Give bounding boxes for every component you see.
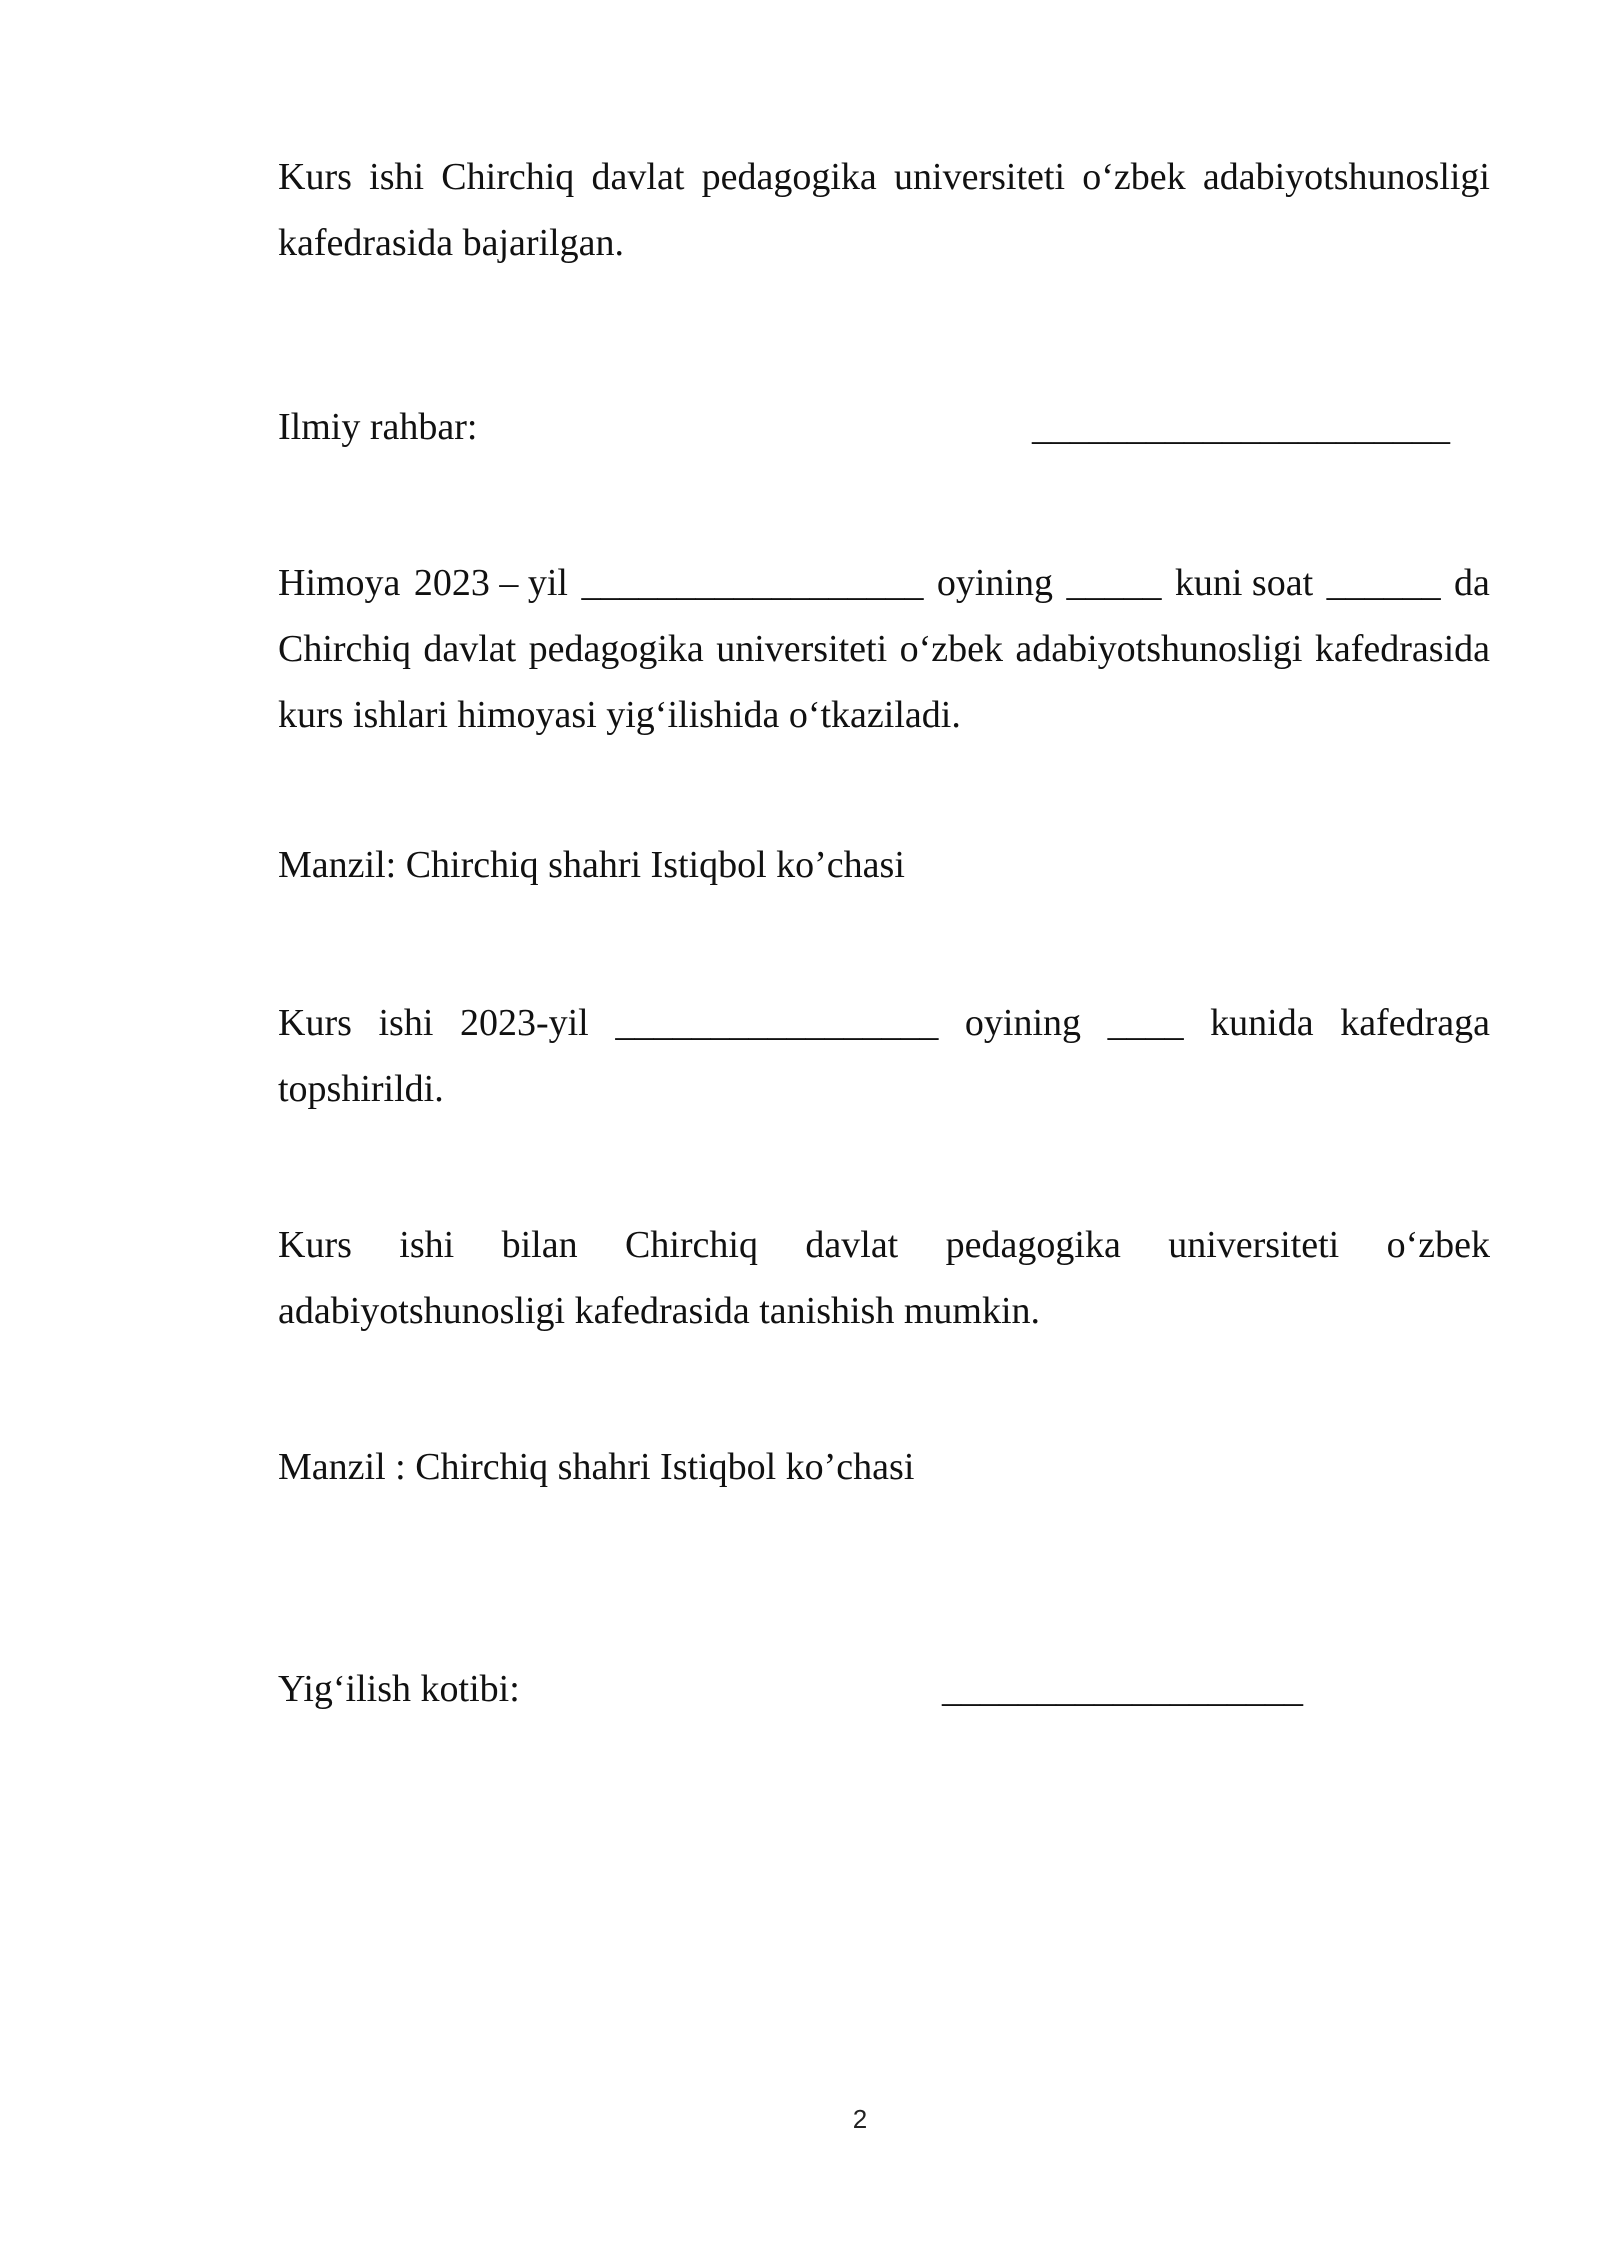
paragraph-familiarize [278,1212,1490,1344]
defense-word: da [1454,562,1490,604]
address-line: Manzil: Chirchiq shahri Istiqbol ko’chasi [278,844,905,886]
familiarize-line-1 [278,1212,1490,1278]
submission-year: 2023-yil [459,1002,589,1044]
paragraph-line: topshirildi. [278,1068,444,1110]
submission-word: Kurs [278,1002,352,1044]
page-number: 2 [852,2104,868,2134]
familiarize-word: davlat [805,1224,899,1266]
supervisor-signature-line: ______________________ [1032,406,1450,448]
paragraph-line: adabiyotshunosligi kafedrasida tanishish mumkin. [278,1290,1041,1332]
paragraph-line: Chirchiq davlat pedagogika universiteti o‘zbek adabiyotshunosligi kafedrasida [278,628,1490,670]
address-line: Manzil : Chirchiq shahri Istiqbol ko’chasi [278,1446,915,1488]
secretary-signature-line: ___________________ [942,1668,1303,1710]
submission-word: oyining [964,1002,1082,1044]
paragraph-completed-at [278,144,1490,276]
submission-month-blank: _________________ [615,1002,939,1044]
submission-day-blank: ____ [1107,1002,1184,1044]
submission-word: kafedraga [1340,1002,1490,1044]
defense-word: Himoya [278,562,401,604]
defense-day-blank: _____ [1066,562,1162,604]
familiarize-word: universiteti [1168,1224,1340,1266]
familiarize-word: pedagogika [945,1224,1121,1266]
paragraph-line: kafedrasida bajarilgan. [278,222,625,264]
defense-year: 2023 – yil [413,562,568,604]
paragraph-defense [278,550,1490,748]
defense-month-blank: __________________ [581,562,924,604]
paragraph-line: kurs ishlari himoyasi yig‘ilishida o‘tkaziladi. [278,694,961,736]
paragraph-submission [278,990,1490,1122]
familiarize-word: bilan [501,1224,578,1266]
defense-hour-blank: ______ [1326,562,1441,604]
familiarize-word: Chirchiq [625,1224,758,1266]
familiarize-word: o‘zbek [1386,1224,1490,1266]
familiarize-word: Kurs [278,1224,352,1266]
submission-word: ishi [378,1002,434,1044]
defense-word: kuni soat [1174,562,1314,604]
familiarize-word: ishi [399,1224,455,1266]
defense-word: oyining [936,562,1053,604]
secretary-label: Yig‘ilish kotibi: [278,1668,520,1710]
submission-line-1 [278,990,1490,1056]
defense-line-1 [278,550,1490,616]
submission-word: kunida [1210,1002,1314,1044]
paragraph-line: Kurs ishi Chirchiq davlat pedagogika universiteti o‘zbek adabiyotshunosligi [278,156,1490,198]
supervisor-label: Ilmiy rahbar: [278,406,478,448]
